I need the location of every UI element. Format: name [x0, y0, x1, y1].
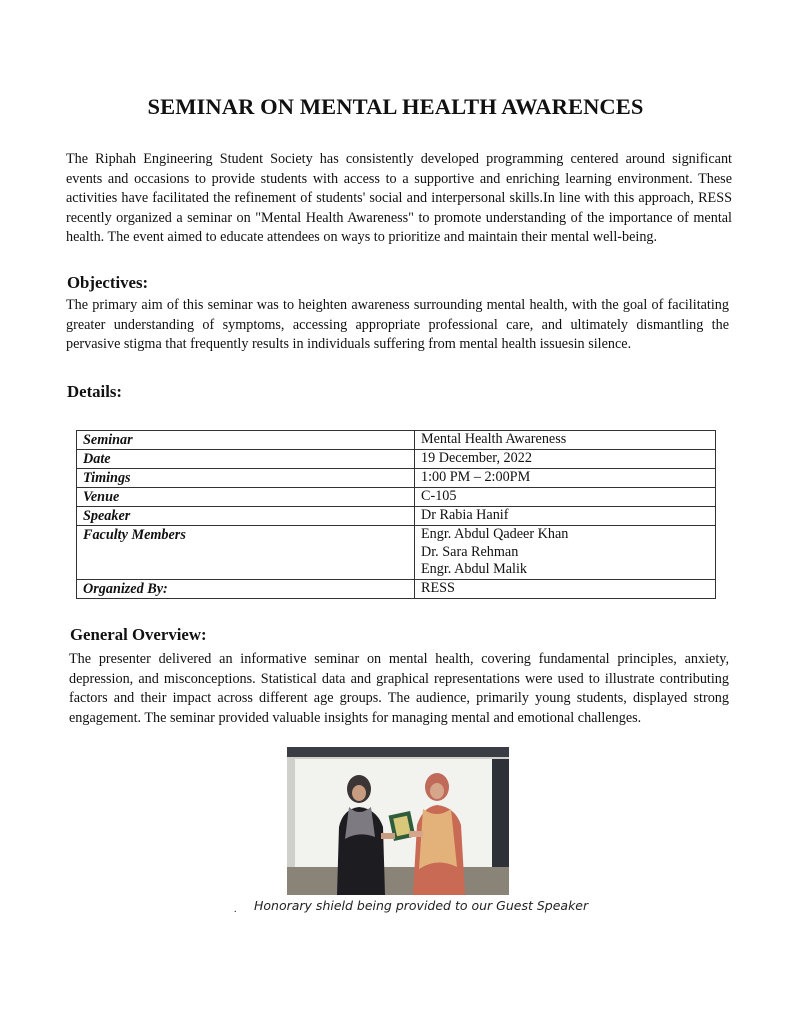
- details-row: [77, 488, 716, 507]
- details-row-label: Timings: [77, 469, 415, 488]
- details-row-value: [415, 526, 716, 580]
- details-row: [77, 469, 716, 488]
- details-row-value: [415, 488, 716, 507]
- details-row-label: Venue: [77, 488, 415, 507]
- details-row-value: [415, 469, 716, 488]
- objectives-paragraph: The primary aim of this seminar was to heighten awareness surrounding mental health, with the goal of facilitating greater understanding of symptoms, accessing appropriate professional care, and ultimately dismantling the pervasive stigma that frequently results in individuals suffering from mental health issuesin silence.: [66, 297, 729, 352]
- details-value-line: Mental Health Awareness: [421, 431, 567, 447]
- overview-paragraph: The presenter delivered an informative seminar on mental health, covering fundamental principles, anxiety, depression, and misconceptions. Statistical data and graphical representations were used to illustrate contributing factors and their impact across different age groups. The audience, primarily young students, displayed strong engagement. The seminar provided valuable insights for managing mental and emotional challenges.: [69, 651, 729, 726]
- details-row-label: Faculty Members: [77, 526, 415, 580]
- details-value-line: Dr. Sara Rehman: [421, 543, 519, 560]
- details-value-line: Engr. Abdul Malik: [421, 561, 528, 577]
- stray-mark: .: [234, 904, 237, 915]
- details-row-value: [415, 450, 716, 469]
- details-heading: Details:: [67, 382, 122, 401]
- page-title: SEMINAR ON MENTAL HEALTH AWARENCES: [147, 94, 644, 119]
- details-value-line: C-105: [421, 488, 457, 504]
- details-row: [77, 526, 716, 580]
- details-value-line: RESS: [421, 579, 455, 596]
- details-row: [77, 579, 716, 598]
- details-value-line: Engr. Abdul Qadeer Khan: [421, 526, 569, 542]
- details-row-label: Date: [77, 450, 415, 469]
- details-row: [77, 431, 716, 450]
- photo-caption: Honorary shield being provided to our Guest Speaker: [254, 898, 589, 913]
- details-row-label: Speaker: [77, 507, 415, 526]
- details-row-value: [415, 507, 716, 526]
- details-value-line: Dr Rabia Hanif: [421, 507, 509, 523]
- details-value-line: 19 December, 2022: [421, 450, 532, 466]
- event-photo: [287, 747, 509, 895]
- details-row-label: Seminar: [77, 431, 415, 450]
- details-row: [77, 507, 716, 526]
- details-row-label: Organized By:: [77, 579, 415, 598]
- intro-paragraph: The Riphah Engineering Student Society has consistently developed programming centered around significant events and occasions to provide students with access to a supportive and enriching learning environment. These activities have facilitated the refinement of students' social and interpersonal skills.In line with this approach, RESS recently organized a seminar on "Mental Health Awareness" to promote understanding of the importance of mental health. The event aimed to educate attendees on ways to prioritize and maintain their mental well-being.: [66, 151, 732, 245]
- details-table: [76, 430, 716, 599]
- details-row-value: [415, 431, 716, 450]
- details-value-line: 1:00 PM – 2:00PM: [421, 469, 531, 485]
- event-photo-illustration: [287, 747, 509, 895]
- details-row-value: [415, 579, 716, 598]
- overview-heading: General Overview:: [70, 625, 207, 644]
- objectives-heading: Objectives:: [67, 273, 149, 292]
- details-row: [77, 450, 716, 469]
